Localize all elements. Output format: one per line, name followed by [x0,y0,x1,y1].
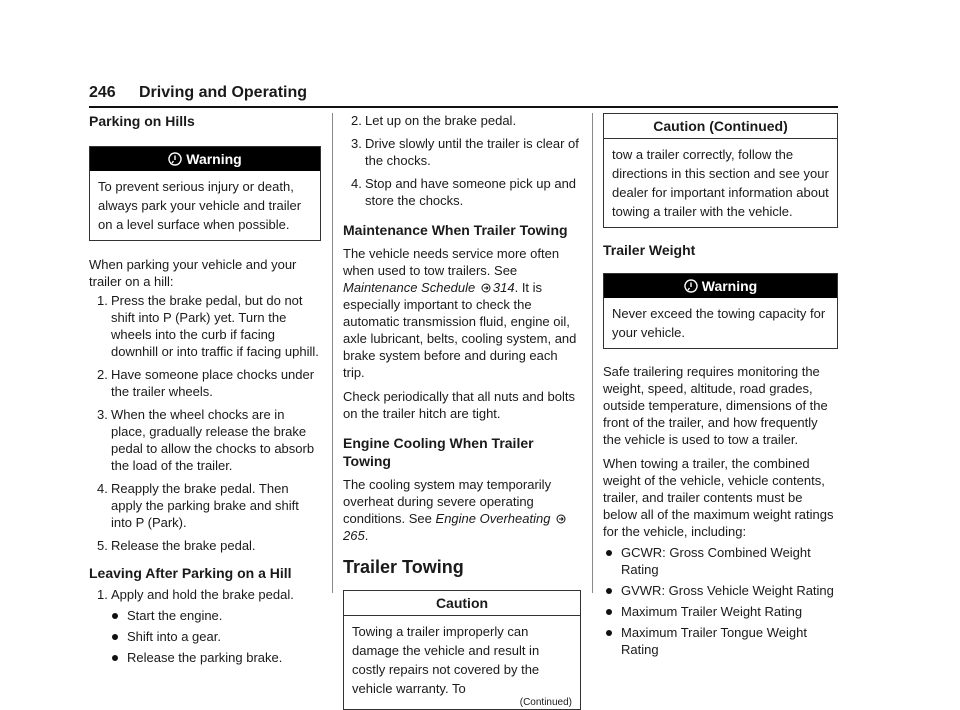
section-title: Driving and Operating [139,84,308,101]
page-reference-icon [556,514,566,524]
parking-steps [89,292,321,554]
warning-box [89,146,321,241]
column-3 [603,112,838,658]
list-item: 5. Release the brake pedal. [97,538,256,553]
page-reference-icon [481,283,491,293]
cooling-paragraph: The cooling system may temporarily overheat during severe operating conditions. See Engine Overheating 265. [343,476,581,544]
list-item: Release the parking brake. [109,649,321,666]
list-item: Start the engine. [109,607,321,624]
warning-header [604,274,837,298]
combined-weight-paragraph: When towing a trailer, the combined weight of the vehicle, vehicle contents, trailer, and trailer contents must be below all of the maximum weight ratings for the vehicle, including: [603,456,834,539]
warning-box [603,273,838,349]
heading-leaving-after-parking: Leaving After Parking on a Hill [89,565,292,581]
warning-title: Warning [701,278,758,294]
column-divider [332,113,333,593]
warning-text: Never exceed the towing capacity for your vehicle. [612,306,826,340]
list-item: Maximum Trailer Tongue Weight Rating [603,624,838,658]
weight-ratings-list [603,544,838,658]
list-item: Maximum Trailer Weight Rating [603,603,838,620]
list-item: Shift into a gear. [109,628,321,645]
caution-box [343,590,581,710]
caution-header: Caution [344,591,580,616]
caution-continued-header: Caution (Continued) [604,114,837,139]
trailer-weight-paragraph: Safe trailering requires monitoring the weight, speed, altitude, road grades, outside temperature, dimensions of the front of the trailer, and how frequently the vehicle is used to tow a trailer. [603,364,828,447]
list-item: GCWR: Gross Combined Weight Rating [603,544,838,578]
warning-icon [684,279,698,293]
list-item: 4. Stop and have someone pick up and store the chocks. [351,176,577,208]
maintenance-paragraph: The vehicle needs service more often when used to tow trailers. See Maintenance Schedule 314. It is especially important to check the automatic transmission fluid, engine oil, axle lubricant, belts, cooling system, and brake system before and during each trip. [343,246,577,380]
list-item: 3. When the wheel chocks are in place, gradually release the brake pedal to allow the chocks to absorb the load of the trailer. [97,407,315,473]
engine-overheating-link[interactable]: Engine Overheating [435,511,551,526]
caution-continued-text: tow a trailer correctly, follow the directions in this section and see your dealer for important information about towing a trailer with the vehicle. [612,147,829,219]
column-1 [89,112,321,666]
caution-text: Towing a trailer improperly can damage the vehicle and result in costly repairs not covered by the vehicle warranty. To [352,624,540,696]
list-item: 2. Let up on the brake pedal. [351,113,517,128]
list-item: 1. Press the brake pedal, but do not shift into P (Park) yet. Turn the wheels into the curb if facing downhill or into traffic if facing uphill. [97,293,319,359]
heading-trailer-towing: Trailer Towing [343,557,464,577]
warning-text: To prevent serious injury or death, always park your vehicle and trailer on a level surface when possible. [98,179,302,232]
warning-title: Warning [186,151,242,167]
page-number: 246 [89,84,116,101]
list-item: GVWR: Gross Vehicle Weight Rating [603,582,838,599]
warning-header [90,147,320,171]
list-item: 1. Apply and hold the brake pedal. [97,587,294,602]
heading-engine-cooling: Engine Cooling When Trailer Towing [343,435,534,469]
leave-bullets [89,607,321,666]
column-2 [343,112,581,710]
maintenance-schedule-link[interactable]: Maintenance Schedule [343,280,476,295]
page-header [89,84,838,108]
list-item: 3. Drive slowly until the trailer is clear of the chocks. [351,136,579,168]
maintenance-paragraph-2: Check periodically that all nuts and bolts on the trailer hitch are tight. [343,389,575,421]
column-divider [592,113,593,593]
continued-label: (Continued) [519,697,572,708]
caution-continued-box [603,113,838,228]
heading-trailer-weight: Trailer Weight [603,242,696,258]
heading-parking-on-hills: Parking on Hills [89,113,195,129]
heading-maintenance: Maintenance When Trailer Towing [343,222,568,238]
parking-intro: When parking your vehicle and your trailer on a hill: [89,257,297,289]
list-item: 4. Reapply the brake pedal. Then apply the parking brake and shift into P (Park). [97,481,299,530]
warning-icon [168,152,182,166]
list-item: 2. Have someone place chocks under the trailer wheels. [97,367,315,399]
